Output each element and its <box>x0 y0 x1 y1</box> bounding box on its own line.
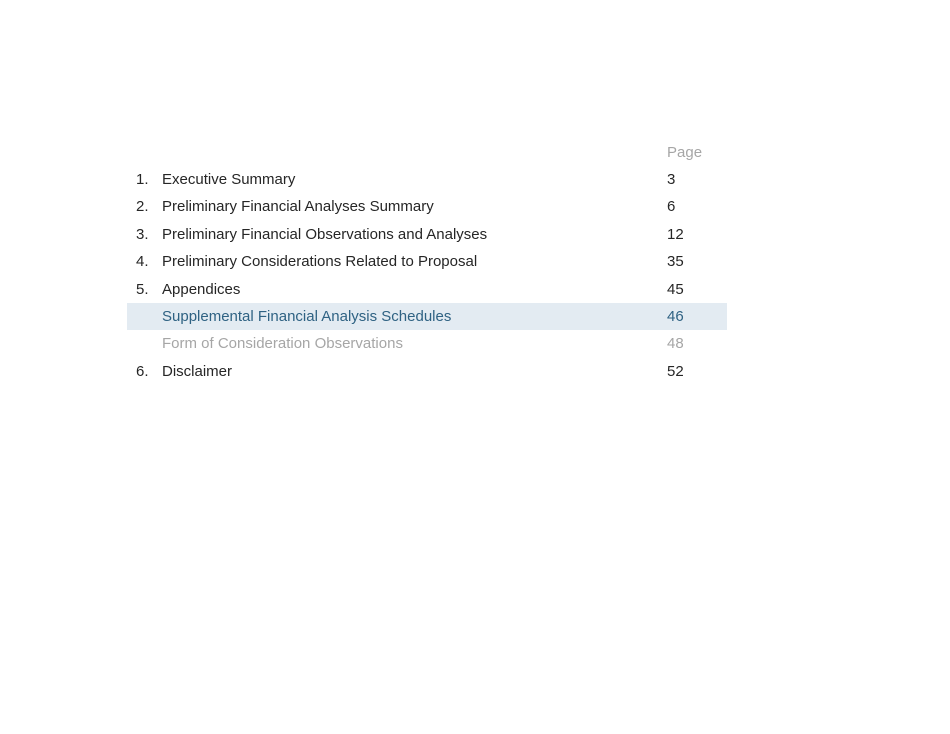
toc-item-number: 4. <box>136 253 149 271</box>
toc-item-page: 48 <box>667 335 684 353</box>
toc-item-disclaimer[interactable] <box>127 358 727 385</box>
toc-item-page: 12 <box>667 225 684 243</box>
toc-item-executive-summary[interactable] <box>127 166 727 193</box>
toc-item-page: 52 <box>667 362 684 380</box>
toc-item-title: Form of Consideration Observations <box>162 335 403 353</box>
toc-item-number: 2. <box>136 198 149 216</box>
toc-item-page: 45 <box>667 280 684 298</box>
toc-item-number: 5. <box>136 280 149 298</box>
toc-item-financial-observations[interactable] <box>127 221 727 248</box>
toc-item-title: Supplemental Financial Analysis Schedules <box>162 307 452 325</box>
toc-item-supplemental-schedules[interactable] <box>127 303 727 330</box>
toc-item-page: 35 <box>667 253 684 271</box>
toc-item-title: Preliminary Financial Observations and Analyses <box>162 225 488 243</box>
toc-item-title: Preliminary Considerations Related to Proposal <box>162 253 478 271</box>
table-of-contents <box>127 139 727 385</box>
toc-item-appendices[interactable] <box>127 276 727 303</box>
toc-item-title: Appendices <box>162 280 241 298</box>
toc-item-title: Disclaimer <box>162 362 233 380</box>
toc-item-considerations[interactable] <box>127 248 727 275</box>
page-column-header: Page <box>667 144 703 161</box>
toc-item-page: 6 <box>667 198 676 216</box>
toc-item-financial-analyses-summary[interactable] <box>127 193 727 220</box>
toc-header <box>127 139 727 166</box>
toc-item-title: Executive Summary <box>162 171 296 188</box>
toc-item-number: 3. <box>136 225 149 243</box>
toc-item-title: Preliminary Financial Analyses Summary <box>162 198 434 216</box>
toc-item-number: 1. <box>136 171 149 188</box>
toc-item-page: 3 <box>667 171 676 188</box>
toc-item-form-of-consideration[interactable] <box>127 330 727 357</box>
toc-item-page: 46 <box>667 307 684 325</box>
toc-item-number: 6. <box>136 362 149 380</box>
